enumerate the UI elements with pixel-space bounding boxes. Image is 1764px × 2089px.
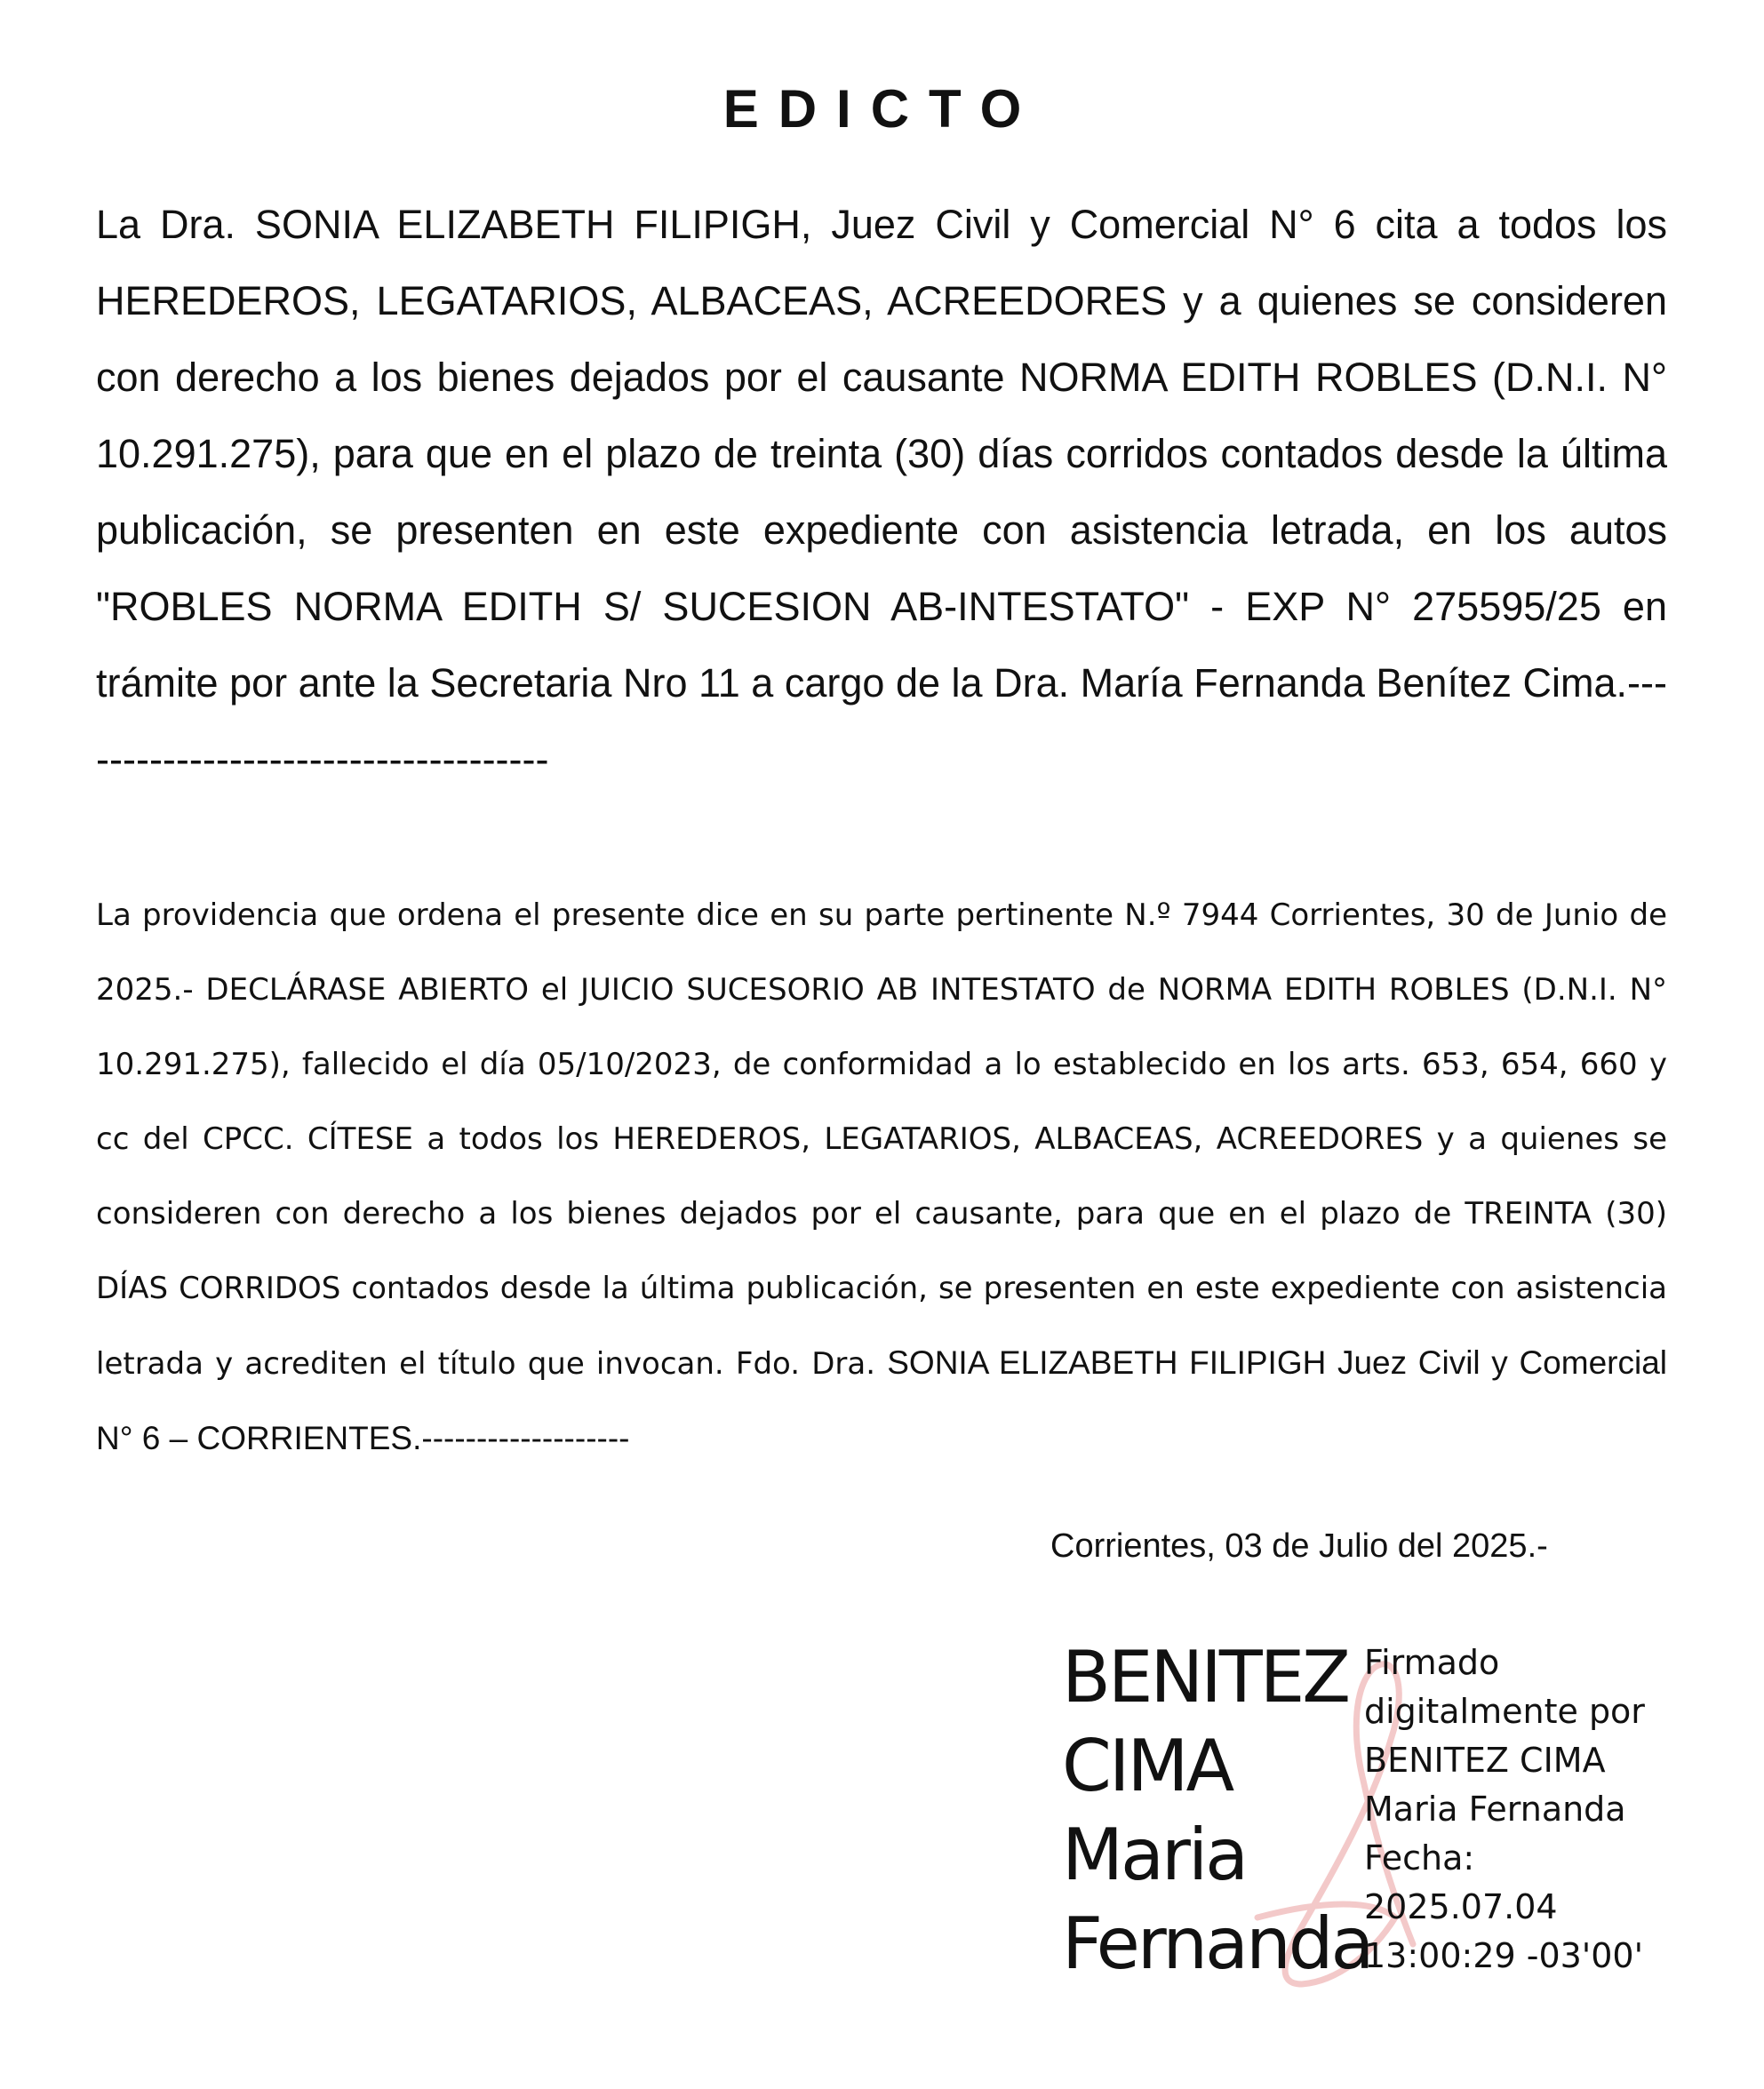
resolution-paragraph	[96, 878, 1667, 1477]
signer-name-line: CIMA	[1062, 1725, 1233, 1807]
place-date: Corrientes, 03 de Julio del 2025.-	[1050, 1527, 1548, 1565]
signature-detail-line: digitalmente por	[1364, 1692, 1645, 1731]
resolution-text: La providencia que ordena el presente dice en su parte pertinente N.º 7944 Corrientes, 30 de Junio de 2025.- DECLÁRASE ABIERTO el JUICIO SUCESORIO AB INTESTATO de NORMA EDITH ROBLES (D.N.I. N° 10.291.275), fallecido el día 05/10/2023, de conformidad a lo establecido en los arts. 653, 654, 660 y cc del CPCC. CÍTESE a todos los HEREDEROS, LEGATARIOS, ALBACEAS, ACREEDORES y a quienes se consideren con derecho a los bienes dejados por el causante, para que en el plazo de TREINTA (30) DÍAS CORRIDOS contados desde la última publicación, se presenten en este expediente con asistencia letrada y acrediten el título que invocan. Fdo. Dra.	[96, 897, 1667, 1382]
signature-detail-line: Maria Fernanda	[1364, 1790, 1626, 1829]
signature-detail-line: Fecha:	[1364, 1838, 1475, 1878]
signature-detail-line: 13:00:29 -03'00'	[1364, 1936, 1644, 1975]
signature-detail-line: Firmado	[1364, 1643, 1500, 1682]
signature-details	[1364, 1639, 1645, 1981]
signature-detail-line: BENITEZ CIMA	[1364, 1741, 1606, 1780]
edict-paragraph: La Dra. SONIA ELIZABETH FILIPIGH, Juez Civil y Comercial N° 6 cita a todos los HEREDEROS, LEGATARIOS, ALBACEAS, ACREEDORES y a quienes se consideren con derecho a los bienes dejados por el causante NORMA EDITH ROBLES (D.N.I. N° 10.291.275), para que en el plazo de treinta (30) días corridos contados desde la última publicación, se presenten en este expediente con asistencia letrada, en los autos "ROBLES NORMA EDITH S/ SUCESION AB-INTESTATO" - EXP N° 275595/25 en trámite por ante la Secretaria Nro 11 a cargo de la Dra. María Fernanda Benítez Cima.-------------------------------------	[96, 202, 1667, 782]
resolution-signature-line: SONIA ELIZABETH FILIPIGH Juez Civil y Comercial N° 6 – CORRIENTES.-------------------	[96, 1344, 1667, 1456]
signer-name-line: Fernanda	[1062, 1902, 1372, 1985]
digital-signature	[1062, 1633, 1702, 2006]
signer-name	[1062, 1633, 1372, 1989]
signer-name-line: Maria	[1062, 1814, 1247, 1896]
signer-name-line: BENITEZ	[1062, 1636, 1349, 1718]
signature-detail-line: 2025.07.04	[1364, 1887, 1558, 1926]
document-title: EDICTO	[722, 79, 1042, 139]
